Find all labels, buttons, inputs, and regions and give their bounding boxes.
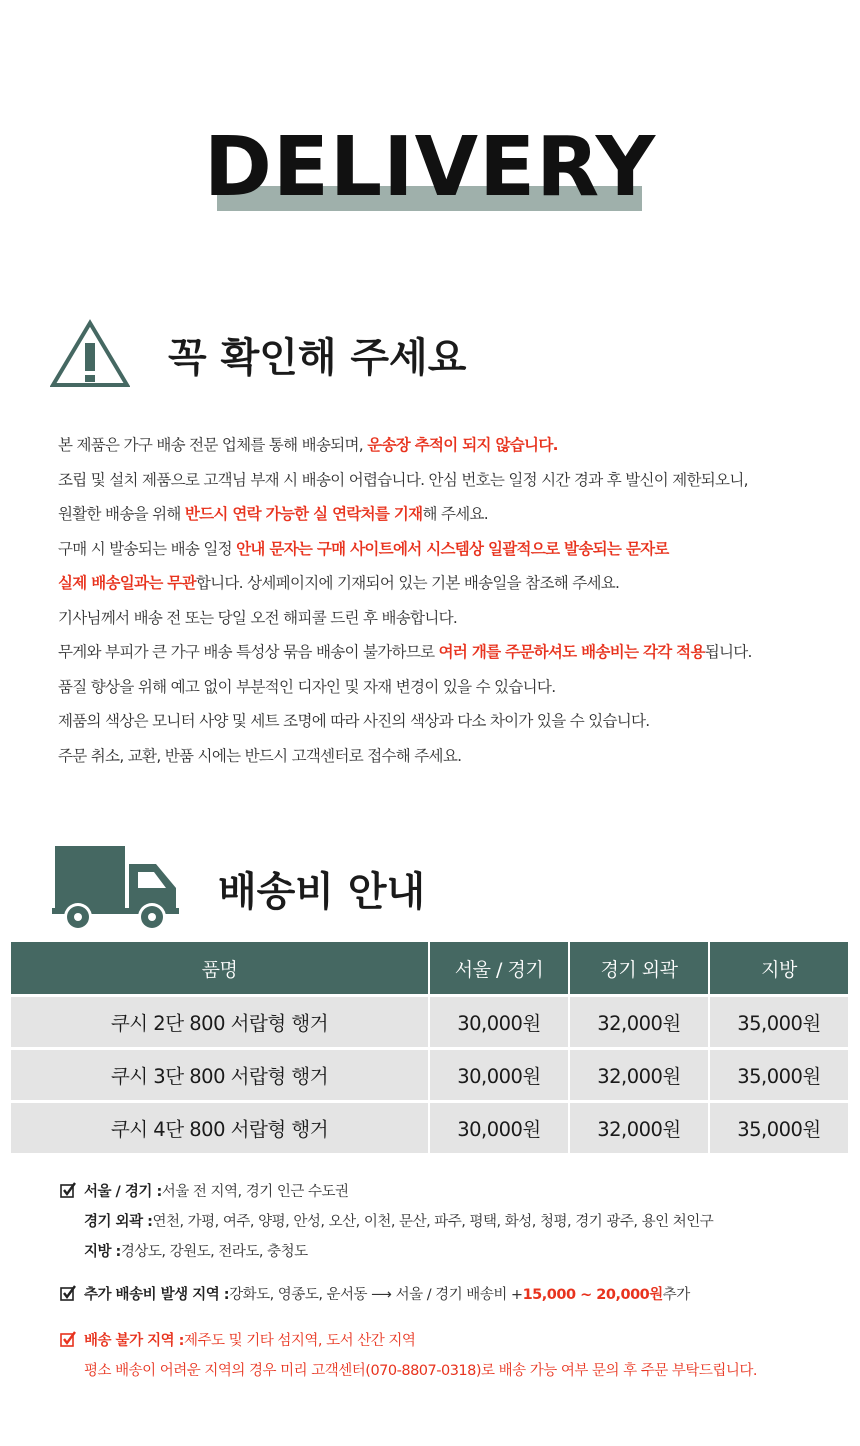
notice-text: 됩니다.: [704, 643, 752, 661]
unavailable-info: [60, 1324, 840, 1384]
notice-title: 꼭 확인해 주세요: [168, 334, 467, 381]
checkbox-checked-icon: [60, 1182, 76, 1198]
col-header-province: 지방: [709, 942, 848, 996]
table-header-row: [11, 942, 848, 996]
cell-price-seoul: 30,000원: [429, 1049, 569, 1102]
cell-price-province: 35,000원: [709, 1102, 848, 1154]
table-row: [11, 1049, 848, 1102]
shipping-fee-table: [11, 942, 848, 1153]
notice-text: 구매 시 발송되는 배송 일정: [58, 539, 237, 558]
cell-product: 쿠시 3단 800 서랍형 행거: [11, 1049, 429, 1102]
notice-text: 조립 및 설치 제품으로 고객님 부재 시 배송이 어렵습니다. 안심 번호는 일정 시간 경과 후 발신이 제한되오니,: [58, 470, 748, 489]
cell-price-province: 35,000원: [709, 1049, 848, 1102]
warning-triangle-icon: [50, 319, 130, 389]
title-block: [0, 118, 860, 218]
region-row-outer: [60, 1205, 840, 1235]
notice-highlight: 실제 배송일과는 무관: [58, 574, 196, 592]
notice-highlight: 안내 문자는 구매 사이트에서 시스템상 일괄적으로 발송되는 문자로: [236, 539, 669, 558]
extra-fee-suffix: 추가: [662, 1286, 690, 1303]
notice-text: 합니다. 상세페이지에 기재되어 있는 기본 배송일을 참조해 주세요.: [195, 574, 620, 592]
cell-price-province: 35,000원: [709, 996, 848, 1049]
notice-line: [58, 566, 848, 601]
notice-text: 원활한 배송을 위해: [58, 505, 185, 523]
unavailable-label: 배송 불가 지역 :: [84, 1332, 184, 1349]
col-header-outer: 경기 외곽: [569, 942, 709, 996]
notice-line: [58, 532, 848, 567]
unavailable-row: [60, 1324, 840, 1354]
extra-fee-label: 추가 배송비 발생 지역 :: [84, 1286, 230, 1303]
notice-text: 무게와 부피가 큰 가구 배송 특성상 묶음 배송이 불가하므로: [58, 643, 439, 661]
checkbox-checked-icon: [60, 1285, 76, 1301]
shipping-heading: [52, 842, 425, 934]
region-row-province: [60, 1235, 840, 1265]
cell-price-seoul: 30,000원: [429, 996, 569, 1049]
region-text: 연천, 가평, 여주, 양평, 안성, 오산, 이천, 문산, 파주, 평택, 화성, 청평, 경기 광주, 용인 처인구: [152, 1213, 714, 1230]
region-label: 서울 / 경기 :: [84, 1183, 162, 1200]
notice-line: [58, 704, 848, 739]
extra-fee-text: 강화도, 영종도, 운서동 ⟶ 서울 / 경기 배송비 +: [229, 1286, 523, 1303]
region-label: 경기 외곽 :: [84, 1213, 153, 1230]
notice-highlight: 여러 개를 주문하셔도 배송비는 각각 적용: [438, 643, 705, 661]
page-title: DELIVERY: [203, 120, 657, 215]
notice-line: [58, 428, 848, 463]
table-row: [11, 996, 848, 1049]
region-row-seoul: [60, 1175, 840, 1205]
notice-line: [58, 601, 848, 636]
notice-line: [58, 635, 848, 670]
table-row: [11, 1102, 848, 1154]
cell-product: 쿠시 2단 800 서랍형 행거: [11, 996, 429, 1049]
region-label: 지방 :: [84, 1243, 121, 1260]
unavailable-note: 평소 배송이 어려운 지역의 경우 미리 고객센터(070-8807-0318)로 배송 가능 여부 문의 후 주문 부탁드립니다.: [84, 1362, 758, 1379]
notice-text: 주문 취소, 교환, 반품 시에는 반드시 고객센터로 접수해 주세요.: [58, 746, 462, 765]
region-info: [60, 1175, 840, 1265]
notice-text: 품질 향상을 위해 예고 없이 부분적인 디자인 및 자재 변경이 있을 수 있습니다.: [58, 677, 556, 696]
notice-list: [58, 428, 848, 773]
cell-price-outer: 32,000원: [569, 996, 709, 1049]
region-text: 경상도, 강원도, 전라도, 충청도: [120, 1243, 308, 1260]
delivery-truck-icon: [52, 842, 180, 934]
region-text: 서울 전 지역, 경기 인근 수도권: [161, 1183, 349, 1200]
cell-price-outer: 32,000원: [569, 1102, 709, 1154]
notice-text: 해 주세요.: [422, 505, 488, 523]
notice-text: 제품의 색상은 모니터 사양 및 세트 조명에 따라 사진의 색상과 다소 차이가 있을 수 있습니다.: [58, 712, 650, 730]
cell-product: 쿠시 4단 800 서랍형 행거: [11, 1102, 429, 1154]
extra-fee-info: [60, 1278, 840, 1308]
notice-highlight: 운송장 추적이 되지 않습니다.: [367, 436, 558, 454]
col-header-product: 품명: [11, 942, 429, 996]
notice-line: [58, 670, 848, 705]
checkbox-checked-icon: [60, 1331, 76, 1347]
cell-price-outer: 32,000원: [569, 1049, 709, 1102]
notice-line: [58, 497, 848, 532]
notice-heading: [50, 318, 466, 390]
notice-line: [58, 739, 848, 774]
notice-highlight: 반드시 연락 가능한 실 연락처를 기재: [184, 505, 423, 523]
notice-line: [58, 463, 848, 498]
unavailable-text: 제주도 및 기타 섬지역, 도서 산간 지역: [183, 1332, 416, 1349]
shipping-title: 배송비 안내: [218, 868, 426, 915]
notice-text: 기사님께서 배송 전 또는 당일 오전 해피콜 드린 후 배송합니다.: [58, 608, 458, 627]
notice-text: 본 제품은 가구 배송 전문 업체를 통해 배송되며,: [58, 436, 368, 454]
col-header-seoul: 서울 / 경기: [429, 942, 569, 996]
extra-fee-row: [60, 1278, 840, 1308]
cell-price-seoul: 30,000원: [429, 1102, 569, 1154]
extra-fee-amount: 15,000 ~ 20,000원: [522, 1286, 663, 1303]
